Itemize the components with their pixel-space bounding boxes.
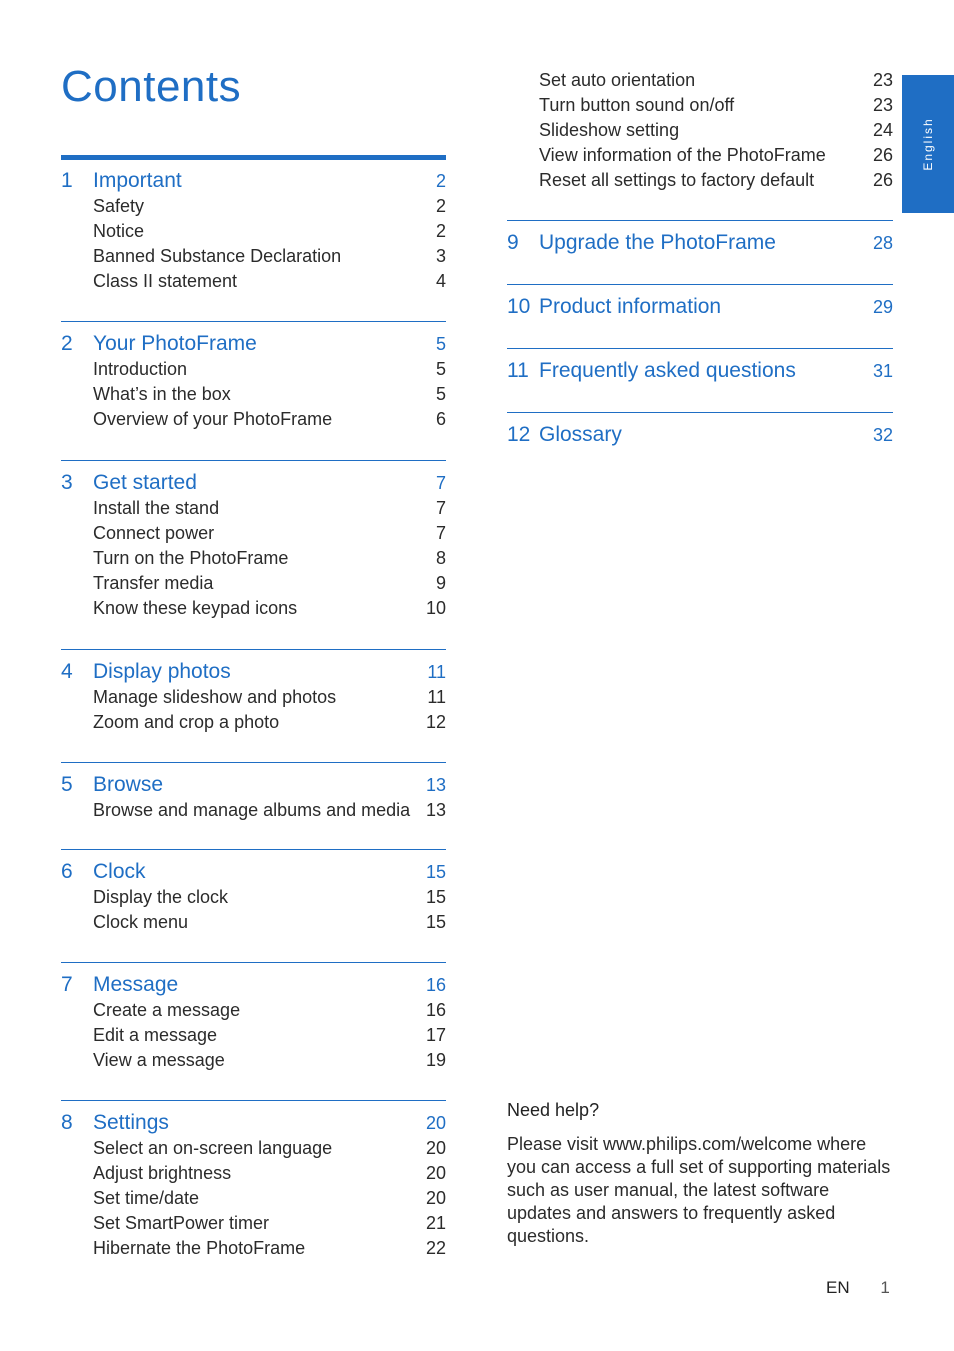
section-title[interactable]: Message: [93, 973, 179, 996]
section-spacer: [61, 935, 446, 962]
section-title[interactable]: Get started: [93, 471, 197, 494]
section-page: 31: [872, 361, 893, 381]
toc-section: [61, 321, 446, 432]
toc-left-column: [61, 155, 446, 1261]
toc-item[interactable]: [61, 194, 446, 219]
toc-item-page: 26: [872, 170, 893, 190]
toc-item-label[interactable]: Select an on-screen language: [93, 1138, 333, 1158]
section-number: 2: [61, 332, 73, 355]
toc-item-page: 15: [425, 887, 446, 907]
toc-item-page: 20: [425, 1163, 446, 1183]
toc-item-label[interactable]: Turn on the PhotoFrame: [93, 548, 289, 568]
section-page: 29: [872, 297, 893, 317]
section-page: 15: [425, 862, 446, 882]
toc-item[interactable]: [61, 1048, 446, 1073]
help-title: Need help?: [507, 1100, 600, 1120]
toc-item-label[interactable]: Display the clock: [93, 887, 229, 907]
toc-section: [61, 155, 446, 294]
section-title[interactable]: Your PhotoFrame: [93, 332, 257, 355]
toc-item-label[interactable]: Clock menu: [93, 912, 189, 932]
toc-section: [507, 220, 893, 256]
toc-section: [61, 460, 446, 621]
toc-item[interactable]: [61, 521, 446, 546]
toc-right-column: [507, 68, 893, 448]
toc-item-page: 11: [427, 687, 446, 707]
toc-item[interactable]: [507, 118, 893, 143]
toc-item[interactable]: [61, 910, 446, 935]
toc-item-label[interactable]: Turn button sound on/off: [539, 95, 735, 115]
toc-item[interactable]: [61, 382, 446, 407]
toc-section: [61, 762, 446, 823]
section-number: 5: [61, 773, 73, 796]
toc-item-page: 19: [425, 1050, 446, 1070]
toc-section: [61, 649, 446, 735]
toc-item-label[interactable]: Adjust brightness: [93, 1163, 232, 1183]
toc-item-label[interactable]: Notice: [93, 221, 145, 241]
toc-item-label[interactable]: Edit a message: [93, 1025, 218, 1045]
help-text: Please visit www.philips.com/welcome where you can access a full set of supporting materials such as user manual, the latest software updates and answers to frequently asked questions.: [507, 1134, 891, 1246]
section-title[interactable]: Display photos: [93, 660, 231, 683]
toc-item-label[interactable]: Set SmartPower timer: [93, 1213, 270, 1233]
toc-section: [61, 1100, 446, 1261]
toc-section: [61, 962, 446, 1073]
toc-item[interactable]: [61, 1236, 446, 1261]
toc-item[interactable]: [61, 571, 446, 596]
toc-section: [507, 348, 893, 384]
toc-item-page: 3: [435, 246, 446, 266]
toc-item[interactable]: [61, 596, 446, 621]
section-page: 7: [435, 473, 446, 493]
section-number: 9: [507, 231, 519, 254]
toc-item-label[interactable]: Set time/date: [93, 1188, 200, 1208]
toc-section: [507, 284, 893, 320]
toc-item-page: 26: [872, 145, 893, 165]
section-spacer: [61, 294, 446, 321]
toc-item[interactable]: [507, 168, 893, 193]
toc-item-label[interactable]: Overview of your PhotoFrame: [93, 409, 333, 429]
toc-item-label[interactable]: Manage slideshow and photos: [93, 687, 337, 707]
language-tab-label: English: [921, 117, 935, 171]
toc-item[interactable]: [61, 710, 446, 735]
section-number: 11: [507, 359, 529, 382]
section-title[interactable]: Settings: [93, 1111, 169, 1134]
toc-item[interactable]: [61, 1136, 446, 1161]
toc-item-page: 5: [435, 359, 446, 379]
section-page: 20: [425, 1113, 446, 1133]
toc-item[interactable]: [61, 1023, 446, 1048]
footer-language: EN: [826, 1278, 850, 1297]
toc-item[interactable]: [61, 885, 446, 910]
section-title[interactable]: Important: [93, 169, 182, 192]
toc-item-page: 23: [872, 70, 893, 90]
toc-item-page: 7: [435, 498, 446, 518]
toc-item-label[interactable]: What’s in the box: [93, 384, 231, 404]
toc-item[interactable]: [61, 685, 446, 710]
toc-heading-row[interactable]: [61, 659, 446, 685]
toc-item-page: 5: [435, 384, 446, 404]
section-title[interactable]: Browse: [93, 773, 164, 796]
section-spacer: [61, 1073, 446, 1100]
toc-item[interactable]: [61, 244, 446, 269]
toc-item-page: 15: [425, 912, 446, 932]
toc-item-page: 12: [425, 712, 446, 732]
section-number: 1: [61, 169, 73, 192]
toc-item-page: 8: [435, 548, 446, 568]
toc-item-page: 10: [425, 598, 446, 618]
toc-item[interactable]: [61, 496, 446, 521]
section-number: 12: [507, 423, 531, 446]
toc-item-label[interactable]: Reset all settings to factory default: [539, 170, 815, 190]
section-page: 16: [425, 975, 446, 995]
section-number: 6: [61, 860, 73, 883]
section-spacer: [61, 823, 446, 849]
toc-item-page: 4: [435, 271, 446, 291]
toc-item[interactable]: [61, 1161, 446, 1186]
page-title: Contents: [61, 62, 242, 111]
toc-item-page: 9: [435, 573, 446, 593]
section-number: 10: [507, 295, 531, 318]
toc-item-label[interactable]: Safety: [93, 196, 145, 216]
toc-heading-row[interactable]: [61, 331, 446, 357]
section-number: 3: [61, 471, 73, 494]
toc-item-page: 2: [435, 221, 446, 241]
toc-heading-row[interactable]: [61, 470, 446, 496]
section-spacer: [507, 320, 893, 348]
section-page: 5: [435, 334, 446, 354]
page-footer: [826, 1278, 890, 1298]
section-title[interactable]: Product information: [539, 295, 722, 318]
toc-heading-row[interactable]: [507, 422, 893, 448]
toc-item-label[interactable]: Introduction: [93, 359, 188, 379]
toc-heading-row[interactable]: [507, 358, 893, 384]
toc-item[interactable]: [61, 219, 446, 244]
toc-item[interactable]: [507, 93, 893, 118]
toc-item-label[interactable]: Banned Substance Declaration: [93, 246, 342, 266]
toc-item-page: 23: [872, 95, 893, 115]
toc-section: [507, 412, 893, 448]
section-spacer: [61, 432, 446, 460]
toc-heading-row[interactable]: [61, 1110, 446, 1136]
language-tab: [902, 75, 954, 213]
toc-section-continued: [507, 68, 893, 193]
toc-item-page: 17: [425, 1025, 446, 1045]
toc-item-label[interactable]: Slideshow setting: [539, 120, 680, 140]
section-spacer: [507, 384, 893, 412]
toc-item-page: 16: [425, 1000, 446, 1020]
section-title[interactable]: Frequently asked questions: [539, 359, 796, 382]
section-page: 13: [425, 775, 446, 795]
toc-item-page: 22: [425, 1238, 446, 1258]
toc-item-label[interactable]: Class II statement: [93, 271, 238, 291]
section-page: 32: [872, 425, 893, 445]
toc-heading-row[interactable]: [61, 168, 446, 194]
toc-item[interactable]: [61, 407, 446, 432]
toc-item[interactable]: [507, 68, 893, 93]
toc-item-label[interactable]: Browse and manage albums and media: [93, 800, 411, 820]
toc-item-label[interactable]: Set auto orientation: [539, 70, 696, 90]
section-number: 8: [61, 1111, 73, 1134]
toc-item-label[interactable]: View a message: [93, 1050, 225, 1070]
toc-item-page: 7: [435, 523, 446, 543]
section-spacer: [61, 735, 446, 762]
toc-item-label[interactable]: Create a message: [93, 1000, 241, 1020]
toc-heading-row[interactable]: [61, 859, 446, 885]
help-box: [507, 1100, 897, 1248]
toc-item-page: 13: [425, 800, 446, 820]
toc-item-label[interactable]: View information of the PhotoFrame: [539, 145, 826, 165]
toc-item-label[interactable]: Zoom and crop a photo: [93, 712, 280, 732]
section-page: 28: [872, 233, 893, 253]
toc-item[interactable]: [507, 143, 893, 168]
page-number: 1: [880, 1278, 890, 1297]
section-page: 2: [435, 171, 446, 191]
toc-heading-row[interactable]: [61, 972, 446, 998]
toc-item-label[interactable]: Hibernate the PhotoFrame: [93, 1238, 306, 1258]
section-page: 11: [427, 662, 446, 682]
toc-heading-row[interactable]: [507, 294, 893, 320]
toc-item[interactable]: [61, 1211, 446, 1236]
toc-heading-row[interactable]: [61, 772, 446, 798]
toc-item-page: 2: [435, 196, 446, 216]
toc-item[interactable]: [61, 998, 446, 1023]
toc-item[interactable]: [61, 269, 446, 294]
section-spacer: [507, 193, 893, 220]
section-number: 4: [61, 660, 73, 683]
section-title[interactable]: Glossary: [539, 423, 622, 446]
toc-item-label[interactable]: Transfer media: [93, 573, 214, 593]
toc-item-page: 20: [425, 1138, 446, 1158]
toc-item[interactable]: [61, 546, 446, 571]
toc-item[interactable]: [61, 357, 446, 382]
section-title[interactable]: Upgrade the PhotoFrame: [539, 231, 776, 254]
toc-item-label[interactable]: Know these keypad icons: [93, 598, 298, 618]
toc-item-page: 24: [872, 120, 893, 140]
toc-item-label[interactable]: Install the stand: [93, 498, 220, 518]
section-number: 7: [61, 973, 73, 996]
toc-item-label[interactable]: Connect power: [93, 523, 215, 543]
section-title[interactable]: Clock: [93, 860, 146, 883]
toc-item-page: 21: [425, 1213, 446, 1233]
toc-item[interactable]: [61, 1186, 446, 1211]
toc-section: [61, 849, 446, 935]
toc-item[interactable]: [61, 798, 446, 823]
toc-heading-row[interactable]: [507, 230, 893, 256]
toc-item-page: 6: [435, 409, 446, 429]
section-spacer: [507, 256, 893, 284]
section-spacer: [61, 621, 446, 649]
toc-item-page: 20: [425, 1188, 446, 1208]
